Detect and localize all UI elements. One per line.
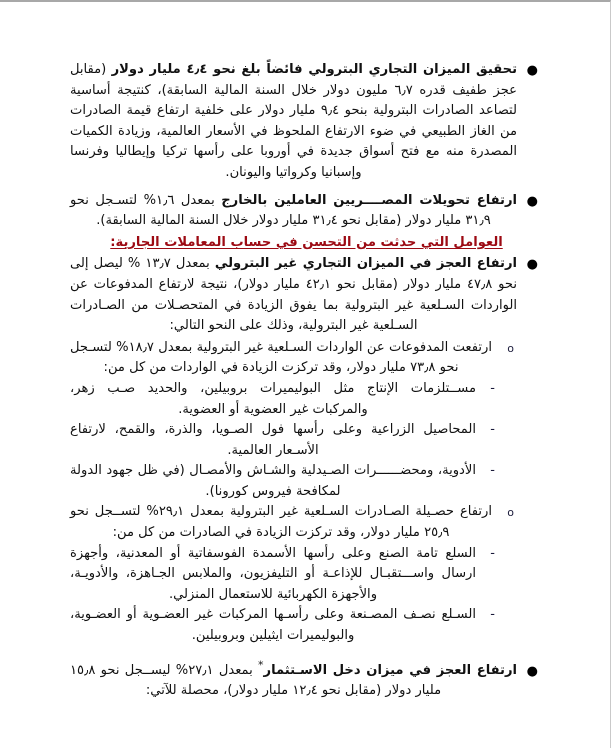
bullet-text (70, 658, 517, 702)
circle-marker-icon: o (507, 506, 514, 520)
bullet-text (70, 254, 517, 336)
dash-item-text: الأدوية، ومحضــــــرات الصـيدلية والشـاش والأمصـال (في ظل جهود الدولة لمكافحة فيروس كورونا). (70, 463, 476, 499)
dash-item-text: المحاصيل الزراعية وعلى رأسها فول الصـويا، والذرة، والقمح، لارتفاع الأسـعار العالمية. (70, 422, 476, 458)
bullet-rest-text: بمعدل ١٣٫٧ % ليصل إلى نحو ٤٧٫٨ مليار دولار (مقابل نحو ٤٢٫١ مليار دولار)، نتيجة لارتفاع المدفوعات عن الواردات السـلعية غير البترولية بما يفوق الزيادة في المتحصـلات من الصـادرات السـلعية غير البترولية، وذلك على النحو التالي: (70, 256, 517, 334)
dash-item-text: السـلع نصـف المصـنعة وعلى رأسـها المركبات غير العضـوية أو العضـوية، والبوليميرات ايثيلين وبروبيلين. (70, 607, 476, 644)
bullet-marker-icon: ● (526, 257, 538, 273)
bullet-bold-lead: ارتفاع العجز في الميزان التجاري غير البترولي (214, 256, 517, 272)
bullet-bold-lead: ارتفاع العجز في ميزان دخل الاسـتثمار (263, 662, 517, 678)
bullet-rest-text: بمعدل ٢٧٫١% ليســجل نحو ١٥٫٨ مليار دولار (مقابل نحو ١٢٫٤ مليار دولار)، محصلة للآتي: (70, 662, 442, 699)
page-content (70, 60, 538, 703)
bullet-item-investment-income-deficit (70, 658, 538, 702)
dash-item-finished-goods (70, 544, 506, 606)
bullet-marker-icon: ● (526, 63, 538, 78)
dash-item-production-inputs (70, 379, 506, 420)
spacer (70, 647, 538, 661)
dash-marker-icon: - (490, 607, 495, 623)
sub-item-imports-payments (70, 338, 526, 379)
footnote-asterisk: * (258, 658, 264, 672)
sub-item-text: ارتفاع حصـيلة الصـادرات السـلعية غير البترولية بمعدل ٢٩٫١% لتســجل نحو ٢٥٫٩ مليار دولار، وقد تركزت الزيادة في الصادرات من كل من: (70, 504, 492, 541)
dash-item-agricultural-crops (70, 420, 506, 461)
bullet-marker-icon: ● (526, 663, 538, 679)
sub-item-nonpetroleum-exports (70, 502, 526, 543)
bullet-item-nonpetroleum-trade-deficit (70, 254, 538, 336)
dash-item-pharmaceuticals (70, 461, 506, 502)
sub-item-text: ارتفعت المدفوعات عن الواردات السـلعية غير البترولية بمعدل ١٨٫٧% لتسـجل نحو ٧٣٫٨ مليار دولار، وقد تركزت الزيادة في الواردات من كل من: (70, 339, 492, 376)
bullet-item-worker-remittances (70, 191, 538, 232)
bullet-rest-text: بمعدل ١٫٦% لتسـجل نحو ٣١٫٩ مليار دولار (مقابل نحو ٣١٫٤ مليار دولار خلال السنة المالية السابقة). (70, 192, 491, 229)
bullet-bold-lead: تحقيق الميزان التجاري البترولي فائضاً بلغ نحو ٤٫٤ مليار دولار (111, 62, 517, 77)
bullet-rest-text: (مقابل عجز طفيف قدره ٦٫٧ مليون دولار خلال السنة المالية السابقة)، كنتيجة أساسية لتصاعد الصادرات البترولية بنحو ٩٫٤ مليار دولار على خلفية ارتفاع قيمة الصادرات من الغاز الطبيعي في ضوء الارتفاع الملحوظ في الأسعار العالمية، وزيادة الكميات المصدرة منه مع فتح أسواق جديدة في أوروبا على رأسها تركيا وإيطاليا وفرنسا وإسبانيا وكرواتيا واليونان. (70, 62, 518, 180)
section-heading-current-account-improvement: العوامل التي حدثت من التحسن في حساب المعاملات الجارية: (110, 234, 503, 250)
circle-marker-icon: o (507, 341, 514, 355)
dash-item-text: السلع تامة الصنع وعلى رأسها الأسمدة الفوسفاتية أو المعدنية، وأجهزة ارسال واســـتقبـال للإذاعـة أو التليفزيون، والملابس الجـاهزة، والأدويـة، والأجهزة الكهربائية للاستعمال المنزلي. (70, 545, 476, 602)
bullet-text (70, 60, 517, 184)
dash-item-semi-finished-goods (70, 605, 506, 646)
dash-marker-icon: - (490, 422, 495, 438)
dash-marker-icon: - (490, 380, 495, 396)
bullet-text (70, 191, 517, 232)
bullet-bold-lead: ارتفاع تحويلات المصــــريين العاملين بالخارج (221, 192, 517, 208)
dash-marker-icon: - (490, 545, 495, 561)
dash-item-text: مســتلزمات الإنتاج مثل البوليميرات بروبيلين، والحديد صـب زهر، والمركبات غير العضوية أو العضوية. (70, 380, 476, 417)
dash-marker-icon: - (490, 463, 495, 479)
bullet-item-petroleum-trade-balance (70, 60, 538, 184)
bullet-marker-icon: ● (526, 193, 538, 209)
